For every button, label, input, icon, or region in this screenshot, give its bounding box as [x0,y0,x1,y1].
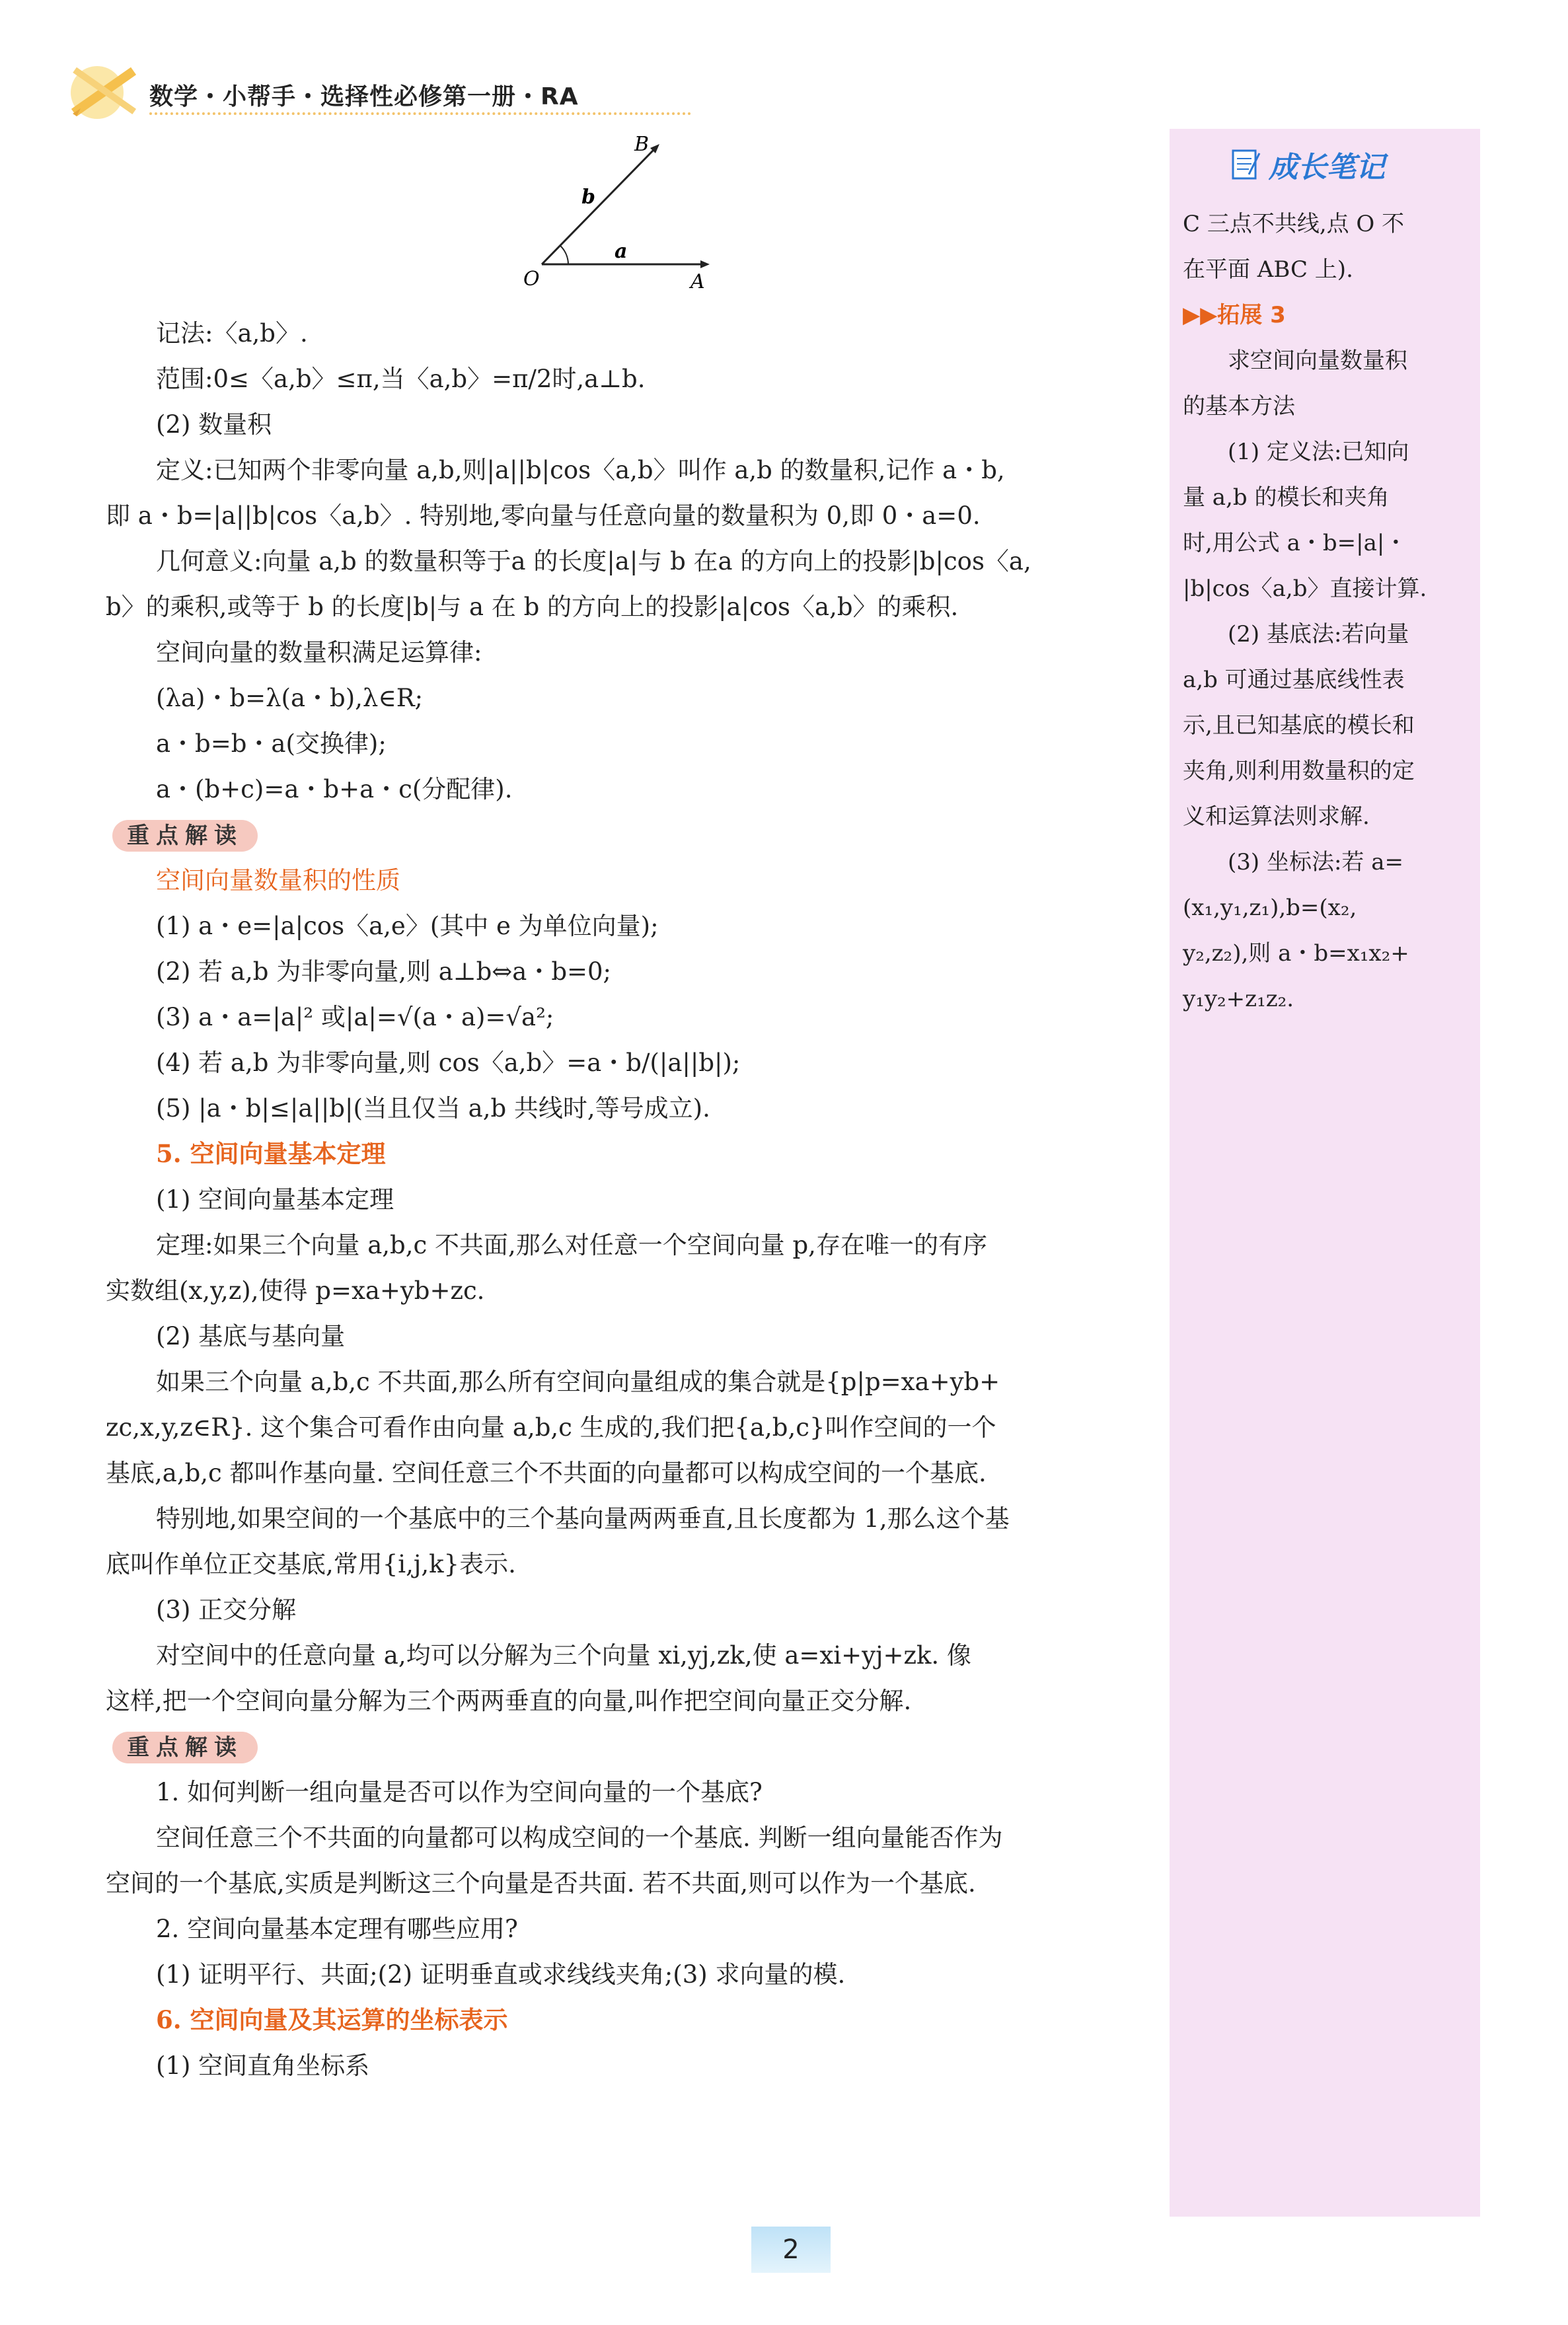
sidebar-line: (2) 基底法:若向量 [1183,621,1409,647]
page-header-title: 数学・小帮手・选择性必修第一册・RA [149,83,579,110]
body-line: 范围:0≤〈a,b〉≤π,当〈a,b〉=π/2时,a⊥b. [156,365,646,393]
key-points-heading [106,1724,1143,1769]
vector-angle-diagram [522,126,720,297]
sidebar-line: (1) 定义法:已知向 [1183,439,1409,465]
body-line: (3) a・a=|a|² 或|a|=√(a・a)=√a²; [156,1003,554,1031]
angle-arc [560,246,568,264]
label-vector-b: b [581,186,595,209]
sidebar-line: C 三点不共线,点 O 不 [1183,211,1405,237]
body-line: 这样,把一个空间向量分解为三个两两垂直的向量,叫作把空间向量正交分解. [106,1687,912,1715]
sidebar-line: y₂,z₂),则 a・b=x₁x₂+ [1183,940,1409,967]
body-line: 如果三个向量 a,b,c 不共面,那么所有空间向量组成的集合就是{p|p=xa+yb+ [156,1368,1000,1396]
body-line: (2) 数量积 [156,410,272,439]
sidebar-line: 的基本方法 [1183,393,1295,420]
body-line: (3) 正交分解 [156,1596,297,1624]
sidebar-line: |b|cos〈a,b〉直接计算. [1183,575,1427,602]
label-point-b: B [634,133,650,156]
key-points-badge: 重点解读 [112,1732,258,1763]
header-divider [149,112,691,115]
body-line: (1) 空间直角坐标系 [156,2051,370,2080]
section-heading: 5. 空间向量基本定理 [156,1139,386,1168]
sidebar-header [1229,143,1385,186]
body-line: 空间的一个基底,实质是判断这三个向量是否共面. 若不共面,则可以作为一个基底. [106,1869,976,1898]
body-line: 特别地,如果空间的一个基底中的三个基向量两两垂直,且长度都为 1,那么这个基 [156,1504,1010,1533]
vector-b-line [542,149,654,264]
sidebar-line: (x₁,y₁,z₁),b=(x₂, [1183,895,1357,921]
body-line: 1. 如何判断一组向量是否可以作为空间向量的一个基底? [156,1778,763,1806]
sidebar-line: a,b 可通过基底线性表 [1183,667,1405,693]
body-line: 即 a・b=|a||b|cos〈a,b〉. 特别地,零向量与任意向量的数量积为 0,即 0・a=0. [106,501,981,530]
body-line: (λa)・b=λ(a・b),λ∈R; [156,684,424,712]
sidebar-line: 夹角,则利用数量积的定 [1183,758,1415,784]
sidebar-body [1183,202,1474,1022]
body-line: (1) a・e=|a|cos〈a,e〉(其中 e 为单位向量); [156,912,659,940]
body-line: 空间向量的数量积满足运算律: [156,638,482,667]
body-line: (2) 若 a,b 为非零向量,则 a⊥b⇔a・b=0; [156,957,612,986]
body-line: 定理:如果三个向量 a,b,c 不共面,那么对任意一个空间向量 p,存在唯一的有序 [156,1231,987,1259]
body-line: 对空间中的任意向量 a,均可以分解为三个向量 xi,yj,zk,使 a=xi+yj+zk. 像 [156,1641,971,1670]
sidebar-line: y₁y₂+z₁z₂. [1183,986,1294,1012]
pencil-ruler-logo-icon [61,48,147,126]
sidebar-line: 示,且已知基底的模长和 [1183,712,1415,739]
label-vector-a: a [615,240,628,263]
sidebar-extension-label: ▶▶拓展 3 [1183,302,1286,328]
body-line: 底叫作单位正交基底,常用{i,j,k}表示. [106,1550,516,1578]
sidebar-line: 时,用公式 a・b=|a|・ [1183,530,1407,556]
sidebar-line: 义和运算法则求解. [1183,803,1370,830]
growth-notes-sidebar [1170,129,1480,2217]
label-point-a: A [691,270,705,293]
section-heading: 空间向量数量积的性质 [156,866,400,895]
body-line: (2) 基底与基向量 [156,1322,346,1350]
body-line: (1) 证明平行、共面;(2) 证明垂直或求线线夹角;(3) 求向量的模. [156,1960,846,1989]
section-heading: 6. 空间向量及其运算的坐标表示 [156,2005,508,2034]
vector-a-arrowhead [700,260,710,268]
body-line: 2. 空间向量基本定理有哪些应用? [156,1915,518,1943]
body-line: a・(b+c)=a・b+a・c(分配律). [156,775,513,803]
body-line: (1) 空间向量基本定理 [156,1185,394,1214]
body-line: 几何意义:向量 a,b 的数量积等于a 的长度|a|与 b 在a 的方向上的投影|b|cos〈a, [156,547,1031,575]
body-line: (5) |a・b|≤|a||b|(当且仅当 a,b 共线时,等号成立). [156,1094,710,1123]
body-line: zc,x,y,z∈R}. 这个集合可看作由向量 a,b,c 生成的,我们把{a,b,c}叫作空间的一个 [106,1413,996,1442]
label-origin-o: O [523,268,540,291]
sidebar-line: 求空间向量数量积 [1183,348,1407,374]
body-line: 空间任意三个不共面的向量都可以构成空间的一个基底. 判断一组向量能否作为 [156,1824,1003,1852]
main-content [106,311,1143,2088]
body-line: a・b=b・a(交换律); [156,729,387,758]
body-line: 记法:〈a,b〉. [156,319,308,348]
body-line: 实数组(x,y,z),使得 p=xa+yb+zc. [106,1276,485,1305]
sidebar-line: (3) 坐标法:若 a= [1183,849,1403,875]
sidebar-title: 成长笔记 [1269,151,1385,184]
sidebar-line: 量 a,b 的模长和夹角 [1183,484,1390,511]
body-line: 基底,a,b,c 都叫作基向量. 空间任意三个不共面的向量都可以构成空间的一个基底. [106,1459,987,1487]
sidebar-line: 在平面 ABC 上). [1183,256,1353,283]
key-points-heading [106,812,1143,858]
page-number: 2 [751,2227,831,2273]
body-line: (4) 若 a,b 为非零向量,则 cos〈a,b〉=a・b/(|a||b|); [156,1049,741,1077]
body-line: 定义:已知两个非零向量 a,b,则|a||b|cos〈a,b〉叫作 a,b 的数量积,记作 a・b, [156,456,1005,484]
body-line: b〉的乘积,或等于 b 的长度|b|与 a 在 b 的方向上的投影|a|cos〈a,b〉的乘积. [106,593,959,621]
key-points-badge: 重点解读 [112,820,258,852]
notebook-icon [1229,148,1262,181]
